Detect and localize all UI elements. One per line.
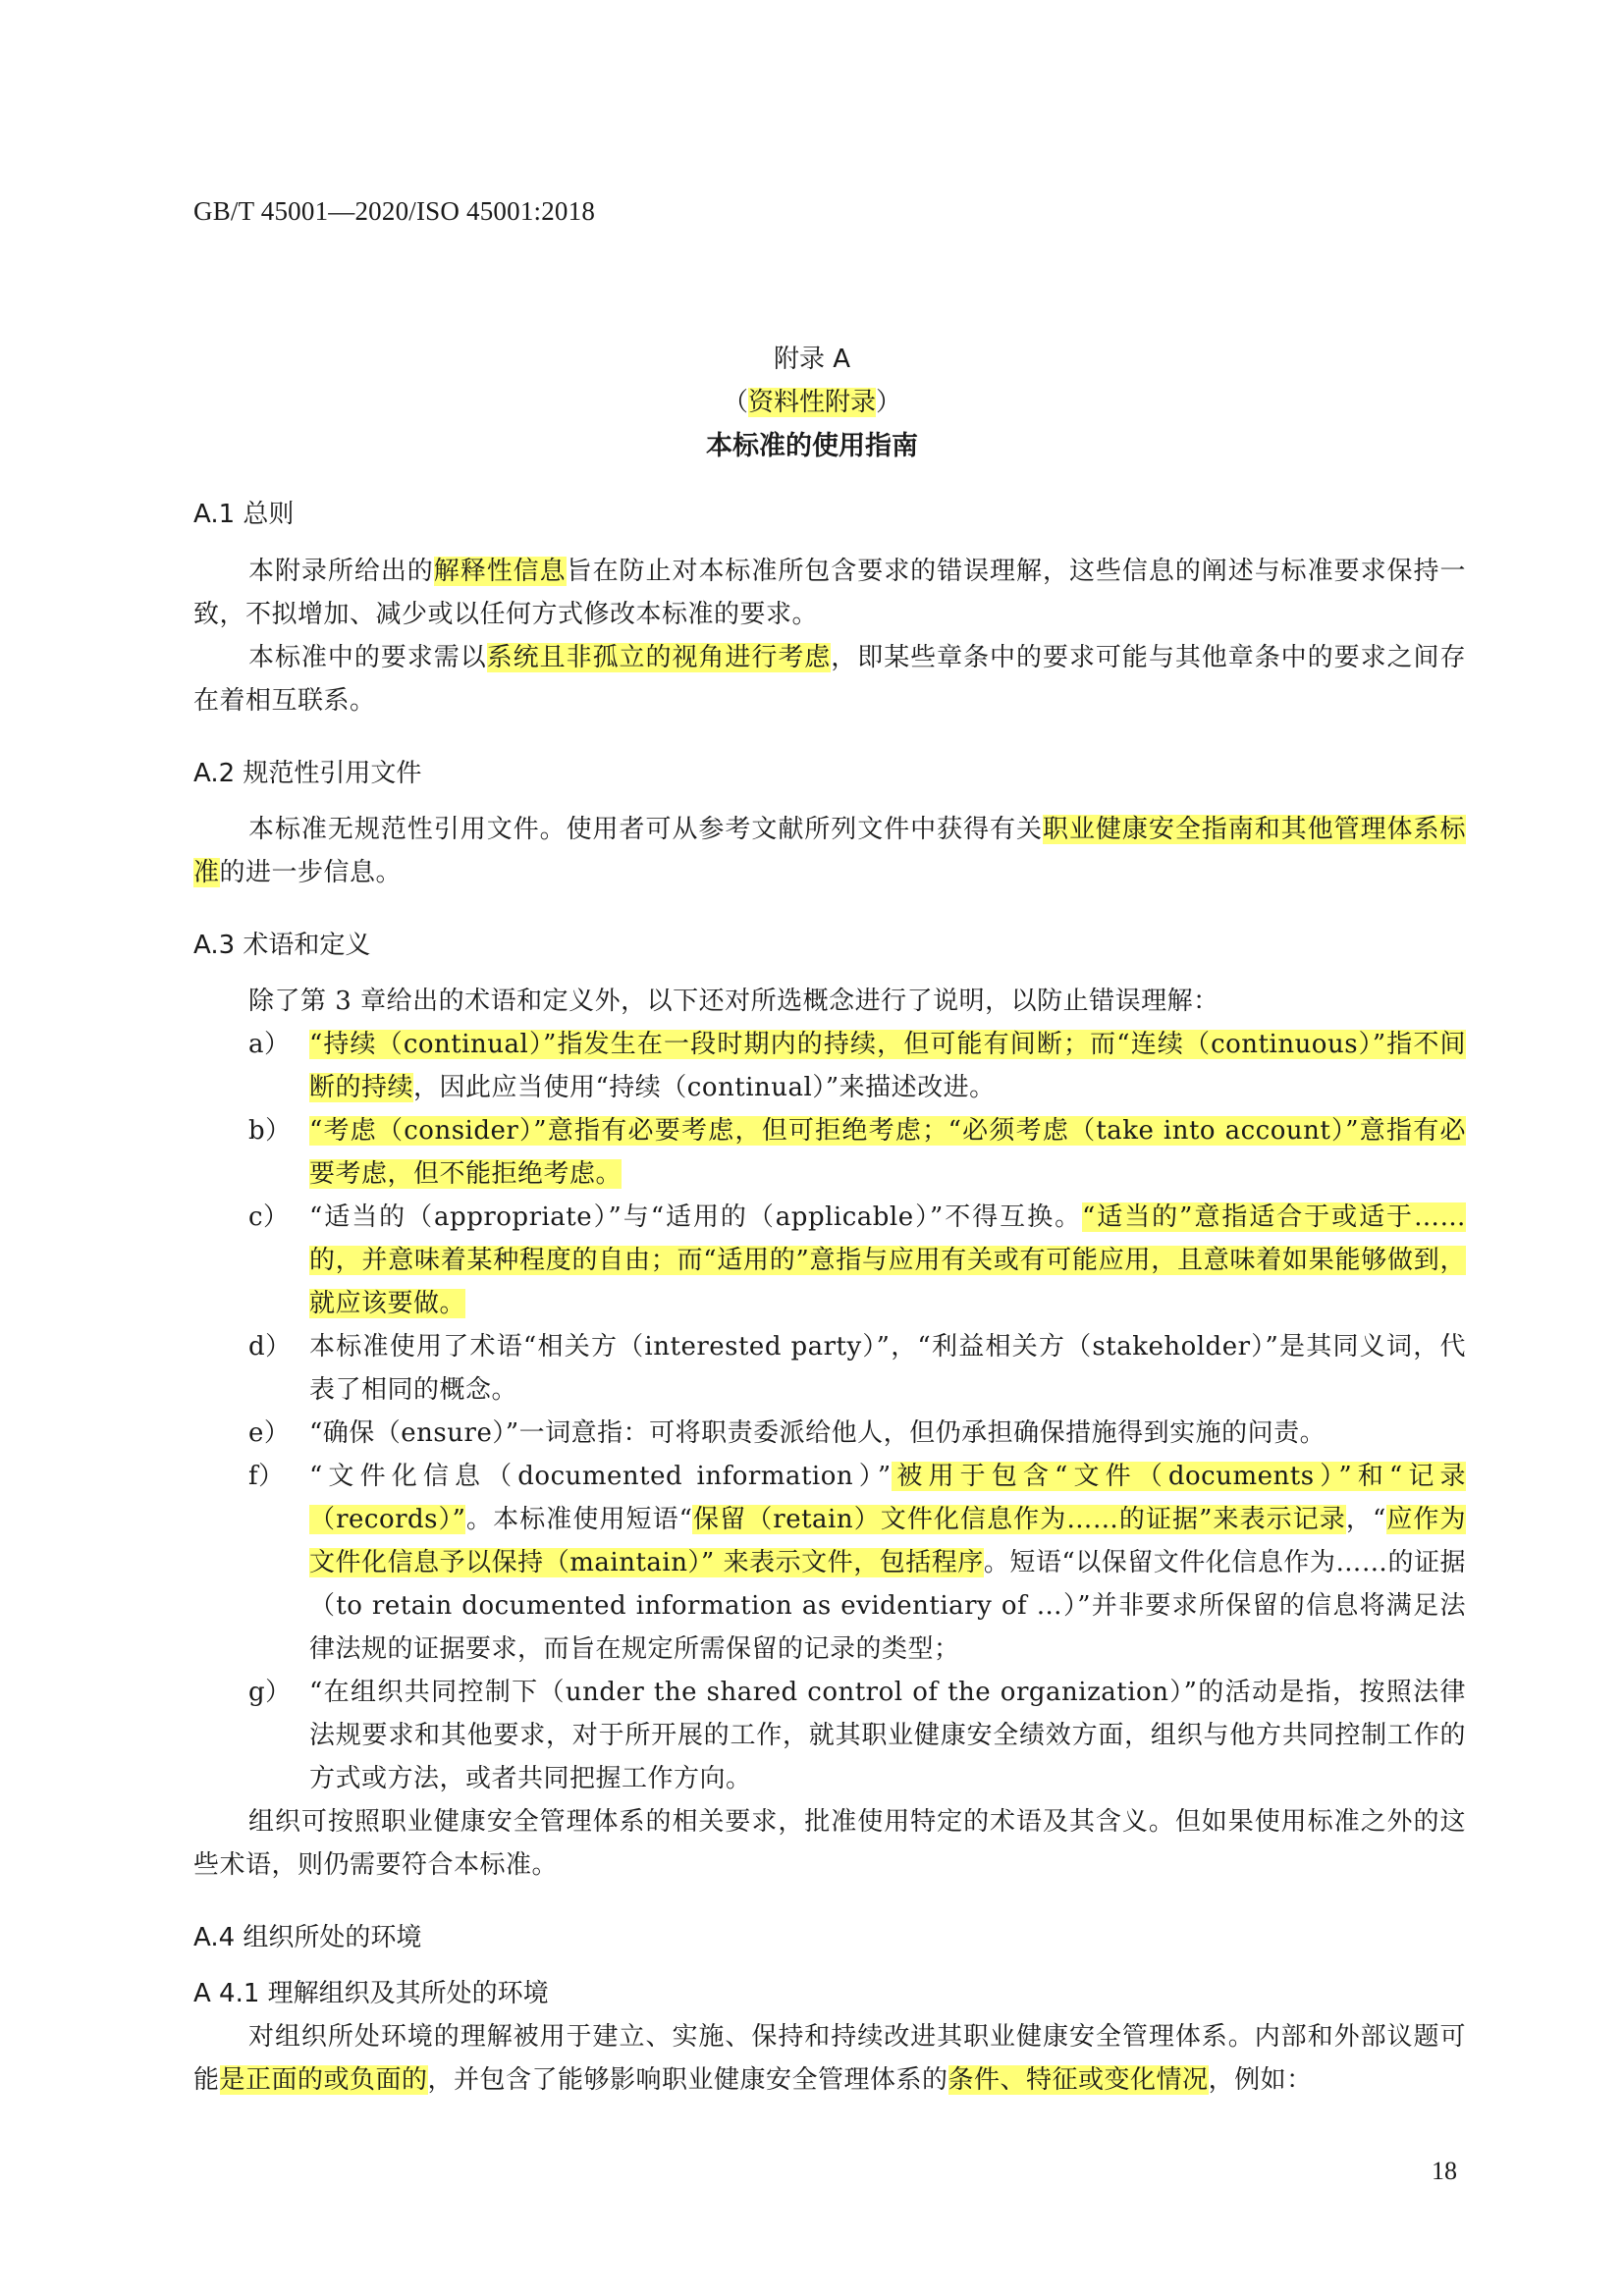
- highlight-run: 职业健康安全指南和其他管理体系标准: [193, 815, 1466, 887]
- list-item-e: [248, 1412, 1466, 1455]
- text-run: 本标准无规范性引用文件。使用者可从参考文献所列文件中获得有关: [248, 815, 1043, 844]
- document-header: GB/T 45001—2020/ISO 45001:2018: [193, 196, 596, 226]
- highlight-run: 系统且非孤立的视角进行考虑: [486, 643, 832, 672]
- section-a3-intro: 除了第 3 章给出的术语和定义外，以下还对所选概念进行了说明，以防止错误理解：: [248, 987, 1219, 1016]
- text-run: ，并包含了能够影响职业健康安全管理体系的: [427, 2065, 948, 2095]
- list-label: d）: [248, 1332, 292, 1362]
- subtitle-text: 资料性附录: [747, 388, 876, 417]
- highlight-run: 保留（retain）文件化信息作为……的证据”来表示记录: [692, 1505, 1346, 1534]
- text-run: 。本标准使用短语“: [465, 1505, 693, 1534]
- subtitle-open-paren: （: [722, 388, 748, 417]
- highlight-run: “适当的”意指适合于或适于……的，并意味着某种程度的自由；而“适用的”意指与应用有关或有可能应用，且意味着如果能够做到，就应该要做。: [309, 1202, 1466, 1318]
- list-text: “确保（ensure）”一词意指：可将职责委派给他人，但仍承担确保措施得到实施的问责。: [309, 1418, 1326, 1448]
- text-run: 本附录所给出的: [248, 557, 434, 586]
- section-a2-heading: A.2 规范性引用文件: [193, 759, 422, 788]
- highlight-run: 是正面的或负面的: [219, 2065, 428, 2095]
- list-text: “在组织共同控制下（under the shared control of the organization）”的活动是指，按照法律法规要求和其他要求，对于所开展的工作，就其职业健康安全绩效方面，组织与他方共同控制工作的方式或方法，或者共同把握工作方向。: [309, 1678, 1466, 1793]
- list-label: b）: [248, 1116, 292, 1146]
- list-item-f: [248, 1455, 1466, 1671]
- list-text: [309, 1023, 1466, 1109]
- annex-title: 附录 A: [773, 345, 851, 374]
- list-label: e）: [248, 1418, 291, 1448]
- highlight-run: “持续（continual）”指发生在一段时期内的持续，但可能有间断；而“连续（continuous）”指不间断的持续: [309, 1030, 1466, 1102]
- text-run: ，即某些章条中的要求可能与其他章条中的要求之间存在着相互联系。: [193, 643, 1466, 716]
- section-a1-paragraph-2: [193, 636, 1466, 722]
- annex-subtitle: [0, 382, 1624, 418]
- subtitle-close-paren: ）: [876, 388, 902, 417]
- text-run: ，因此应当使用“持续（continual）”来描述改进。: [413, 1073, 996, 1102]
- highlight-run: 应作为文件化信息予以保持（maintain）” 来表示文件，包括程序: [309, 1505, 1466, 1577]
- section-a3-outro: 组织可按照职业健康安全管理体系的相关要求，批准使用特定的术语及其含义。但如果使用标准之外的这些术语，则仍需要符合本标准。: [193, 1807, 1466, 1880]
- section-a2-paragraph-1: [193, 808, 1466, 894]
- highlight-run: 被用于包含“文件（documents）”和“记录（records）”: [309, 1462, 1466, 1534]
- list-item-a: [248, 1023, 1466, 1109]
- section-a1-paragraph-1: [193, 550, 1466, 636]
- text-run: 旨在防止对本标准所包含要求的错误理解，这些信息的阐述与标准要求保持一致，不拟增加、减少或以任何方式修改本标准的要求。: [193, 557, 1466, 629]
- list-item-c: [248, 1196, 1466, 1325]
- text-run: ，“: [1345, 1505, 1386, 1534]
- section-a3-heading: A.3 术语和定义: [193, 931, 371, 960]
- list-text: [309, 1109, 1466, 1196]
- section-a41-paragraph-1: [193, 2015, 1466, 2102]
- section-a1-heading: A.1 总则: [193, 500, 295, 529]
- section-a4-heading: A.4 组织所处的环境: [193, 1923, 422, 1952]
- list-label: g）: [248, 1678, 292, 1707]
- list-text: [309, 1196, 1466, 1325]
- list-label: a）: [248, 1030, 291, 1059]
- highlight-run: “考虑（consider）”意指有必要考虑，但可拒绝考虑；“必须考虑（take into account）”意指有必要考虑，但不能拒绝考虑。: [309, 1116, 1466, 1189]
- text-run: 本标准中的要求需以: [248, 643, 487, 672]
- list-label: c）: [248, 1202, 290, 1232]
- section-a41-heading: A 4.1 理解组织及其所处的环境: [193, 1979, 549, 2008]
- text-run: ，例如：: [1208, 2065, 1313, 2095]
- list-item-g: [248, 1671, 1466, 1800]
- page-number: 18: [1432, 2157, 1457, 2185]
- list-text: 本标准使用了术语“相关方（interested party）”，“利益相关方（stakeholder）”是其同义词，代表了相同的概念。: [309, 1332, 1466, 1405]
- list-label: f）: [248, 1462, 285, 1491]
- list-item-b: [248, 1109, 1466, 1196]
- text-run: “适当的（appropriate）”与“适用的（applicable）”不得互换。: [309, 1202, 1083, 1232]
- text-run: 。短语“以保留文件化信息作为……的证据（to retain documented information as evidentiary of …）”并非要求所保留的信息将满足法律法规的证据要求，而旨在规定所需保留的记录的类型；: [309, 1548, 1466, 1664]
- text-run: 对组织所处环境的理解被用于建立、实施、保持和持续改进其职业健康安全管理体系。内部和外部议题可能: [193, 2022, 1466, 2095]
- highlight-run: 条件、特征或变化情况: [947, 2065, 1209, 2095]
- text-run: “文件化信息（documented information）”: [309, 1462, 892, 1491]
- annex-heading: 本标准的使用指南: [706, 431, 918, 461]
- highlight-run: 解释性信息: [433, 557, 567, 586]
- list-text: [309, 1455, 1466, 1671]
- text-run: 的进一步信息。: [219, 858, 403, 887]
- list-item-d: [248, 1325, 1466, 1412]
